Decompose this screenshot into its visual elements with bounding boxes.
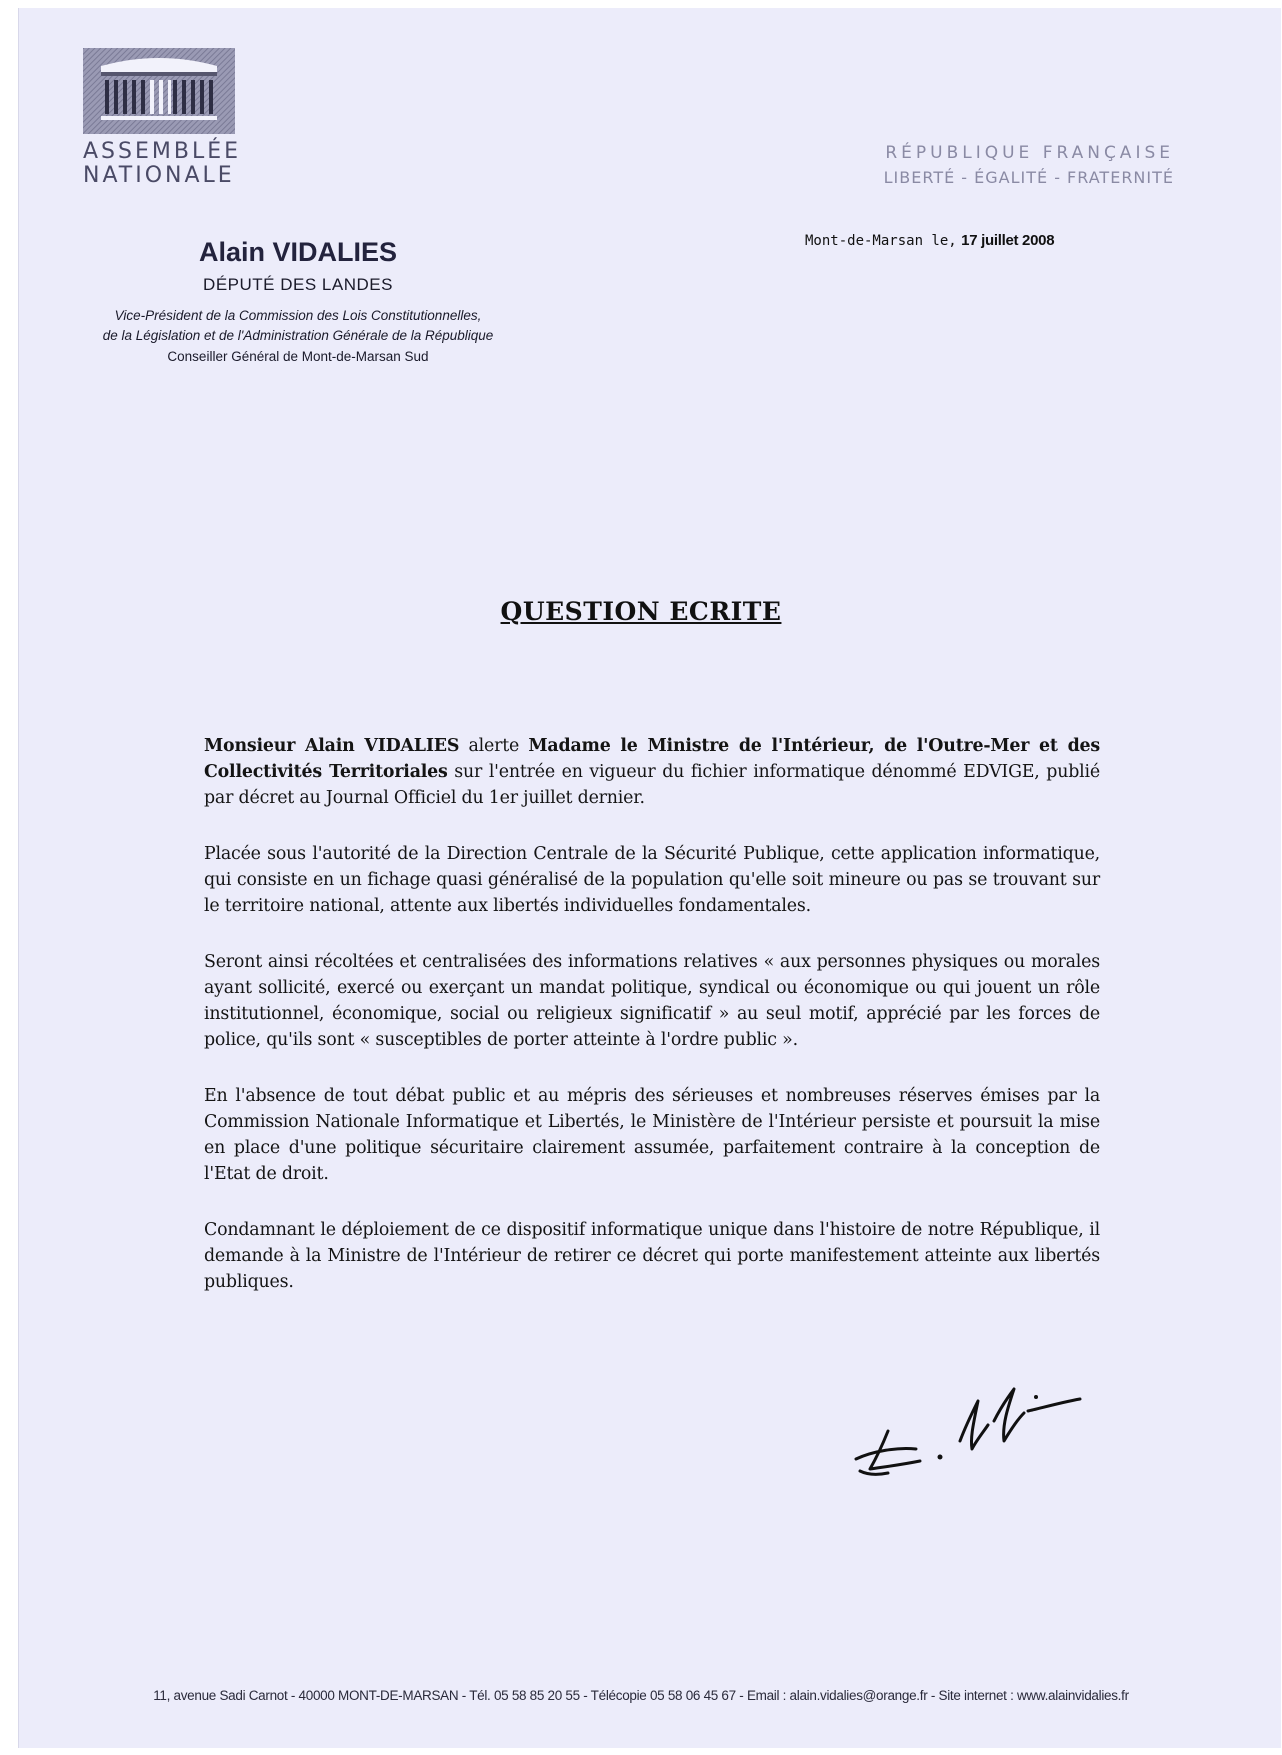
republique-label: RÉPUBLIQUE FRANÇAISE	[885, 143, 1174, 163]
date-day: 17 juillet 2008	[961, 232, 1055, 249]
hemicycle-icon	[83, 48, 235, 134]
paragraph-2: Placée sous l'autorité de la Direction Centrale de la Sécurité Publique, cette application informatique, qui consiste en un fichage quasi généralisé de la population qu'elle soit mineure ou pas se trouvant sur le territoire national, attente aux libertés individuelles fondamentales.	[204, 844, 1100, 916]
republique-francaise-header	[884, 140, 1174, 190]
paragraph-3: Seront ainsi récoltées et centralisées des informations relatives « aux personnes physiques ou morales ayant sollicité, exercé ou exerçant un mandat politique, syndical ou économique ou qui jouent un rôle institutionnel, économique, social ou religieux significatif » au seul motif, apprécié par les forces de police, qu'ils sont « susceptibles de porter atteinte à l'ordre public ».	[204, 952, 1100, 1050]
sender-vp-line-1: Vice-Président de la Commission des Lois Constitutionnelles,	[114, 308, 482, 323]
devise-label: LIBERTÉ - ÉGALITÉ - FRATERNITÉ	[883, 168, 1174, 187]
paragraph-4: En l'absence de tout débat public et au mépris des sérieuses et nombreuses réserves émises par la Commission Nationale Informatique et Libertés, le Ministère de l'Intérieur persiste et poursuit la mise en place d'une politique sécuritaire clairement assumée, parfaitement contraire à la conception de l'Etat de droit.	[204, 1086, 1100, 1184]
letter-body	[204, 733, 1100, 1325]
sender-name: Alain VIDALIES	[198, 237, 398, 267]
p1-verb: alerte	[459, 736, 529, 756]
p1-rest: sur l'entrée en vigueur du fichier informatique dénommé EDVIGE, publié par décret au Journal Officiel du 1er juillet dernier.	[204, 762, 1100, 808]
date-place: Mont-de-Marsan le,	[805, 233, 957, 249]
sender-role: DÉPUTÉ DES LANDES	[203, 275, 393, 294]
handwritten-signature	[848, 1375, 1118, 1489]
letter-date	[805, 232, 1054, 249]
paragraph-5: Condamnant le déploiement de ce dispositif informatique unique dans l'histoire de notre République, il demande à la Ministre de l'Intérieur de retirer ce décret qui porte manifestement atteinte aux libertés publiques.	[204, 1220, 1100, 1292]
document-title: QUESTION ECRITE	[500, 597, 782, 626]
sender-vp-line-2: de la Législation et de l'Administration Générale de la République	[102, 328, 494, 343]
p1-recipient: Madame le Ministre de l'Intérieur, de l'Outre-Mer et des Collectivités Territoriales	[204, 736, 1100, 782]
sender-block	[78, 234, 518, 368]
p1-sender: Monsieur Alain VIDALIES	[204, 736, 460, 756]
assemblee-nationale-logo	[83, 48, 242, 188]
logo-line-2: NATIONALE	[83, 163, 235, 188]
footer-contact: 11, avenue Sadi Carnot - 40000 MONT-DE-MARSAN - Tél. 05 58 85 20 55 - Télécopie 05 58 06 45 67 - Email : alain.vidalies@orange.fr - Site internet : www.alainvidalies.fr	[153, 1688, 1129, 1703]
paragraph-1	[204, 733, 1100, 811]
sender-conseiller: Conseiller Général de Mont-de-Marsan Sud	[167, 349, 429, 364]
logo-line-1: ASSEMBLÉE	[83, 139, 242, 164]
